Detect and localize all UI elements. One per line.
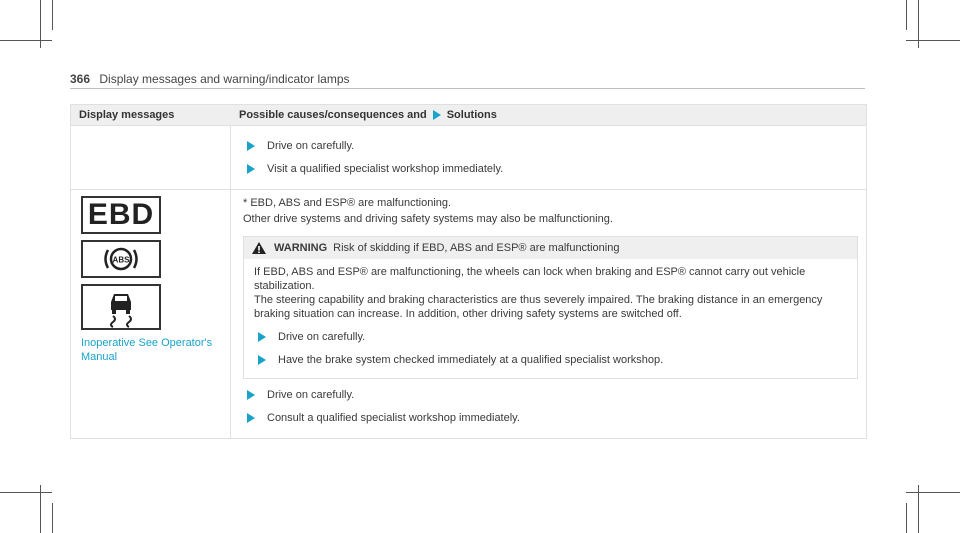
page-header <box>70 72 350 86</box>
bullet-arrow-icon <box>247 413 255 423</box>
row-content-cell <box>231 126 866 189</box>
bullet-arrow-icon <box>247 141 255 151</box>
warning-box <box>243 236 858 379</box>
warning-triangle-icon <box>252 242 266 254</box>
crop-mark <box>52 0 53 30</box>
bullet-arrow-icon <box>247 390 255 400</box>
warning-body <box>244 259 857 378</box>
esp-off-icon <box>81 284 161 330</box>
row-content-cell <box>231 190 866 438</box>
operator-manual-link[interactable]: Inoperative See Operator's Manual <box>81 337 213 363</box>
crop-mark <box>906 40 960 41</box>
row-icon-cell <box>71 126 231 189</box>
bullet-arrow-icon <box>258 332 266 342</box>
list-item: Have the brake system checked immediately at a qualified specialist workshop. <box>254 353 847 367</box>
list-item: Drive on carefully. <box>254 330 847 344</box>
warning-label: WARNING <box>274 242 328 254</box>
crop-mark <box>0 40 52 41</box>
crop-mark <box>906 492 960 493</box>
svg-text:ABS: ABS <box>112 255 130 265</box>
warning-header <box>244 237 857 259</box>
warning-paragraph: If EBD, ABS and ESP® are malfunctioning, the wheels can lock when braking and ESP® cannot carry out vehicle stabilization. <box>254 266 806 292</box>
warning-paragraph: The steering capability and braking characteristics are thus severely impaired. The braking distance in an emergency braking situation can increase. In addition, other driving safety systems are switched off. <box>254 294 823 320</box>
crop-mark <box>0 492 52 493</box>
col2-header: Possible causes/consequences and Solutions <box>239 109 497 121</box>
header-divider <box>70 88 865 89</box>
table-header <box>71 105 866 125</box>
col1-header: Display messages <box>79 109 175 121</box>
solution-arrow-icon <box>433 110 441 120</box>
list-item: Visit a qualified specialist workshop immediately. <box>243 162 858 176</box>
bullet-arrow-icon <box>247 164 255 174</box>
crop-mark <box>52 503 53 533</box>
row-icon-cell <box>71 190 231 438</box>
table-row <box>71 125 866 189</box>
abs-icon <box>81 240 161 278</box>
crop-mark <box>906 503 907 533</box>
list-item: Drive on carefully. <box>243 139 858 153</box>
display-messages-table <box>70 104 867 439</box>
cause-text: * EBD, ABS and ESP® are malfunctioning. <box>243 197 452 209</box>
page-number: 366 <box>70 72 91 86</box>
table-row <box>71 189 866 438</box>
list-item: Drive on carefully. <box>243 388 858 402</box>
crop-mark <box>906 0 907 30</box>
list-item: Consult a qualified specialist workshop immediately. <box>243 411 858 425</box>
cause-note: Other drive systems and driving safety systems may also be malfunctioning. <box>243 213 613 225</box>
bullet-arrow-icon <box>258 355 266 365</box>
ebd-icon: EBD <box>81 196 161 234</box>
page-title: Display messages and warning/indicator lamps <box>99 72 350 86</box>
warning-title: Risk of skidding if EBD, ABS and ESP® are malfunctioning <box>333 242 620 254</box>
